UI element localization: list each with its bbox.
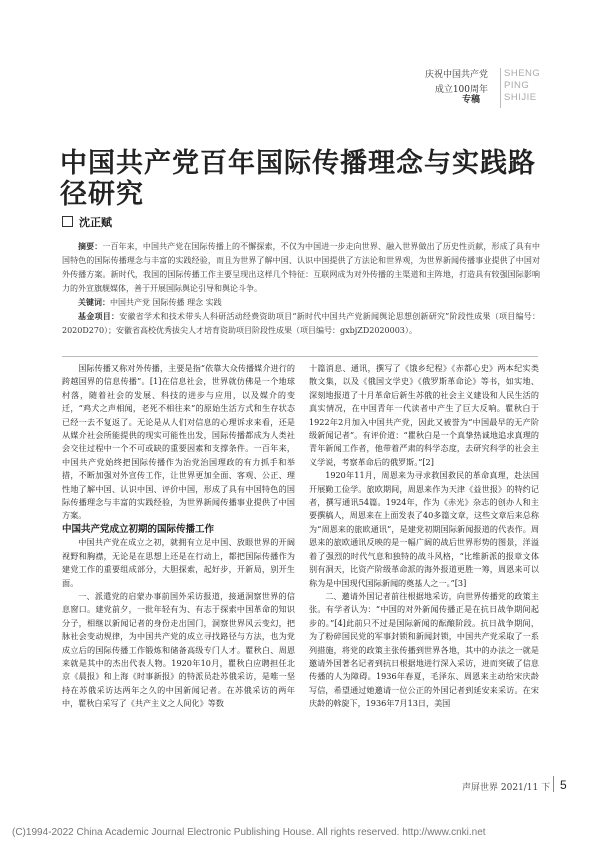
abstract-paragraph [62, 240, 540, 296]
header-column-line3: SHIJIE [504, 92, 537, 103]
author-name: 沈正赋 [79, 216, 112, 229]
body-right-column [309, 362, 539, 711]
header-column-name [504, 68, 540, 104]
body-paragraph: 十篇消息、通讯，撰写了《饿乡纪程》《赤都心史》两本纪实类散文集，以及《俄国文学史》《俄罗斯革命论》等书，如实地、深刻地报道了十月革命后新生苏俄的社会主义建设和人民生活的真实情况，在中国青年一代读者中产生了巨大反响。瞿秋白于1922年2月加入中国共产党，因此又被誉为“中国最早的无产阶级新闻记者”。有评价道：“瞿秋白是一个真挚热诚地追求真理的青年新闻工作者，他带着严肃的科学态度，去研究科学的社会主义学说，考察革命后的俄罗斯。”[2] [309, 363, 539, 467]
journal-footer: 声屏世界 2021/11 下 [462, 783, 551, 793]
header-side-line1: 庆祝中国共产党 [424, 70, 488, 80]
fund-label: 基金项目： [78, 312, 120, 321]
page-number: 5 [560, 778, 567, 792]
abstract-text: 一百年来，中国共产党在国际传播上的不懈探索，不仅为中国进一步走向世界、融入世界做出了历史性贡献，形成了具有中国特色的国际传播理念与丰富的实践经验，而且为世界了解中国、认识中国提供了方法论和世界观，为世界新闻传播事业提供了中国对外传播方案。新时代，我国的国际传播工作主要呈现出这样几个特征：互联网成为对外传播的主渠道和主阵地，打造具有较强国际影响力的外宣旗舰媒体，善于开展国际舆论引导和舆论斗争。 [62, 242, 541, 293]
abstract-divider [62, 356, 538, 357]
section-heading: 中国共产党成立初期的国际传播工作 [62, 523, 215, 535]
abstract-block [62, 240, 540, 338]
header-column-line1: SHENG [504, 68, 541, 79]
keywords-paragraph [62, 296, 540, 310]
abstract-label: 摘要： [78, 242, 103, 251]
copyright-notice: (C)1994-2022 China Academic Journal Electronic Publishing House. All rights reserved. http://www.cnki.net [12, 827, 486, 838]
header-section-tag: 专稿 [462, 95, 481, 105]
body-paragraph: 中国共产党在成立之初，就拥有立足中国、放眼世界的开阔视野和胸襟，无论是在思想上还是在行动上，都把国际传播作为建党工作的重要组成部分，大胆探索，起好步，开新局，别开生面。 [62, 537, 295, 588]
keywords-label: 关键词： [78, 298, 110, 307]
body-paragraph: 国际传播又称对外传播，主要是指“依靠大众传播媒介进行的跨越国界的信息传播”。[1]在信息社会，世界就仿佛是一个地球村落，随着社会的发展、科技的进步与应用，以及媒介的变迁，“鸡犬之声相闻，老死不相往来”的原始生活方式和生存状态已经一去不复返了。无论是从人们对信息的心理诉求来看，还是从媒介社会所能提供的现实可能性出发，国际传播都成为人类社会交往过程中一个不可或缺的重要因素和支撑条件。一百年来，中国共产党始终把国际传播作为治党治国理政的有力抓手和举措，不断加强对外宣传工作，让世界更加全面、客观、公正、理性地了解中国、认识中国、评价中国，形成了具有中国特色的国际传播理念与丰富的实践经验，为世界新闻传播事业提供了中国方案。 [62, 363, 295, 521]
keywords-text: 中国共产党 国际传播 理念 实践 [110, 298, 222, 307]
page-number-divider [553, 776, 554, 792]
header-divider [500, 68, 501, 108]
header-column-line2: PING [504, 80, 530, 91]
article-author [62, 214, 112, 230]
header-side-line2: 成立100周年 [434, 85, 488, 95]
article-title: 中国共产党百年国际传播理念与实践路径研究 [60, 148, 536, 210]
body-paragraph: 二、邀请外国记者前往根据地采访，向世界传播党的政策主张。有学者认为：“中国的对外新闻传播正是在抗日战争期间起步的。”[4]此前只不过是国际新闻的酝酿阶段。抗日战争期间，为了粉碎国民党的军事封锁和新闻封锁，中国共产党采取了一系列措施，将党的政策主张传播到世界各地，其中的办法之一就是邀请外国著名记者到抗日根据地进行深入采访，进而突破了信息传播的人为障碍。1936年春夏，毛泽东、周恩来主动给宋庆龄写信，希望通过她邀请一位公正的外国记者到延安来采访。在宋庆龄的斡旋下，1936年7月13日，美国 [309, 590, 539, 709]
body-paragraph: 1920年11月，周恩来为寻求救国救民的革命真理，赴法国开展勤工俭学。旅欧期间，周恩来作为天津《益世报》的特约记者，撰写通讯54篇。1924年，作为《赤光》杂志的创办人和主要撰稿人，周恩来在上面发表了40多篇文章，这些文章后来总称为“周恩来的旅欧通讯”，是建党初期国际新闻报道的代表作。周恩来的旅欧通讯反映的是一幅广阔的战后世界形势的图景，洋溢着了强烈的时代气息和独特的战斗风格，“比维新派的报章文体别有洞天，比资产阶级革命派的海外报道更胜一筹，周恩来可以称为是中国现代国际新闻的奠基人之一。”[3] [309, 470, 539, 588]
author-box-icon [62, 216, 73, 227]
fund-paragraph [62, 310, 540, 338]
body-left-column [62, 362, 295, 711]
fund-text: 安徽省学术和技术带头人科研活动经费资助项目“新时代中国共产党新闻舆论思想创新研究”阶段性成果（项目编号：2020D270）；安徽省高校优秀拔尖人才培育资助项目阶段性成果（项目编号：gxbjZD2020003）。 [62, 312, 540, 335]
body-paragraph: 一、派遣党的启蒙办事前国外采访报道，接通洞察世界的信息窗口。建党前夕，一批年轻有为、有志于探索中国革命的知识分子，相继以新闻记者的身份走出国门，洞察世界风云变幻，把脉社会变动规律，为中国共产党的成立寻找路径与方法，也为党成立后的国际传播工作锻炼和储备高级专门人才。瞿秋白、周恩来就是其中的杰出代表人物。1920年10月，瞿秋白应聘担任北京《晨报》和上海《时事新报》的特派员赴苏俄采访，是唯一坚持在苏俄采访达两年之久的中国新闻记者。在苏俄采访的两年中，瞿秋白采写了《共产主义之人间化》等数 [62, 590, 295, 709]
